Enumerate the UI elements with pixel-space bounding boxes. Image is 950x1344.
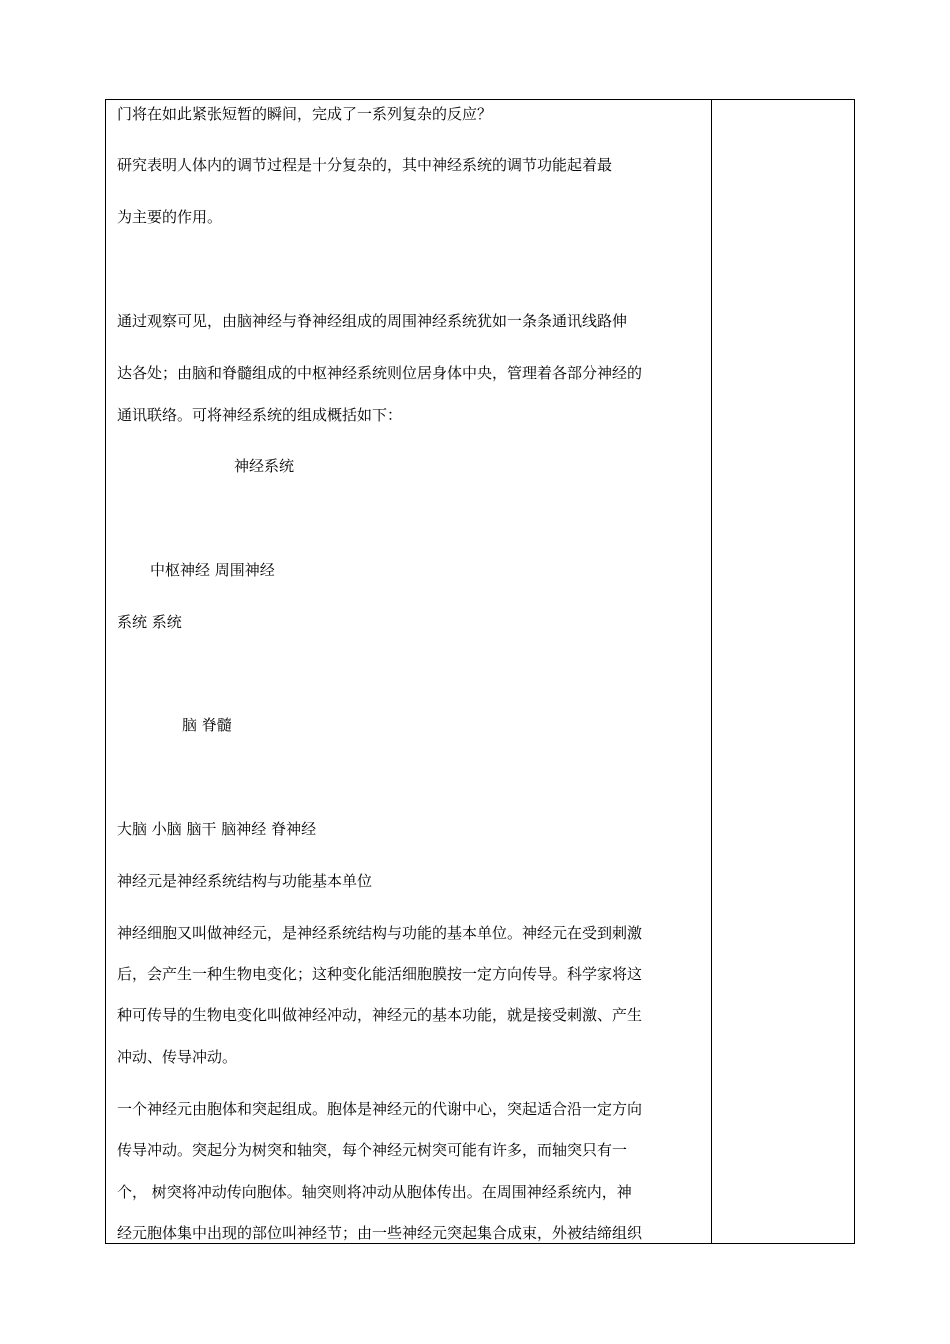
text-line-16: 冲动、传导冲动。 xyxy=(117,1048,238,1066)
text-line-18: 传导冲动。突起分为树突和轴突，每个神经元树突可能有许多，而轴突只有一 xyxy=(117,1141,628,1159)
diagram-label-nervous-system: 神经系统 xyxy=(234,457,295,475)
text-line-15: 种可传导的生物电变化叫做神经冲动，神经元的基本功能，就是接受刺激、产生 xyxy=(117,1006,643,1024)
text-line-14: 后，会产生一种生物电变化；这种变化能活细胞膜按一定方向传导。科学家将这 xyxy=(117,965,643,983)
text-line-13: 神经细胞又叫做神经元，是神经系统结构与功能的基本单位。神经元在受到刺激 xyxy=(117,924,643,942)
diagram-label-system-system: 系统 系统 xyxy=(117,613,182,631)
column-divider xyxy=(711,100,712,1243)
diagram-label-central-peripheral: 中枢神经 周围神经 xyxy=(150,561,275,579)
text-line-17: 一个神经元由胞体和突起组成。胞体是神经元的代谢中心，突起适合沿一定方向 xyxy=(117,1100,643,1118)
text-line-2: 研究表明人体内的调节过程是十分复杂的，其中神经系统的调节功能起着最 xyxy=(117,156,613,174)
text-line-12: 神经元是神经系统结构与功能基本单位 xyxy=(117,872,373,890)
text-line-3: 为主要的作用。 xyxy=(117,208,223,226)
diagram-label-brain-parts: 大脑 小脑 脑干 脑神经 脊神经 xyxy=(117,820,317,838)
text-line-4: 通过观察可见，由脑神经与脊神经组成的周围神经系统犹如一条条通讯线路伸 xyxy=(117,312,628,330)
text-line-5: 达各处；由脑和脊髓组成的中枢神经系统则位居身体中央，管理着各部分神经的 xyxy=(117,364,643,382)
text-line-6: 通讯联络。可将神经系统的组成概括如下： xyxy=(117,406,403,424)
text-line-19: 个， 树突将冲动传向胞体。轴突则将冲动从胞体传出。在周围神经系统内，神 xyxy=(117,1183,632,1201)
text-line-1: 门将在如此紧张短暂的瞬间，完成了一系列复杂的反应？ xyxy=(117,105,493,123)
text-line-20: 经元胞体集中出现的部位叫神经节；由一些神经元突起集合成束，外被结缔组织 xyxy=(117,1224,643,1242)
document-table xyxy=(105,99,855,1244)
diagram-label-brain-spinal-cord: 脑 脊髓 xyxy=(182,716,232,734)
